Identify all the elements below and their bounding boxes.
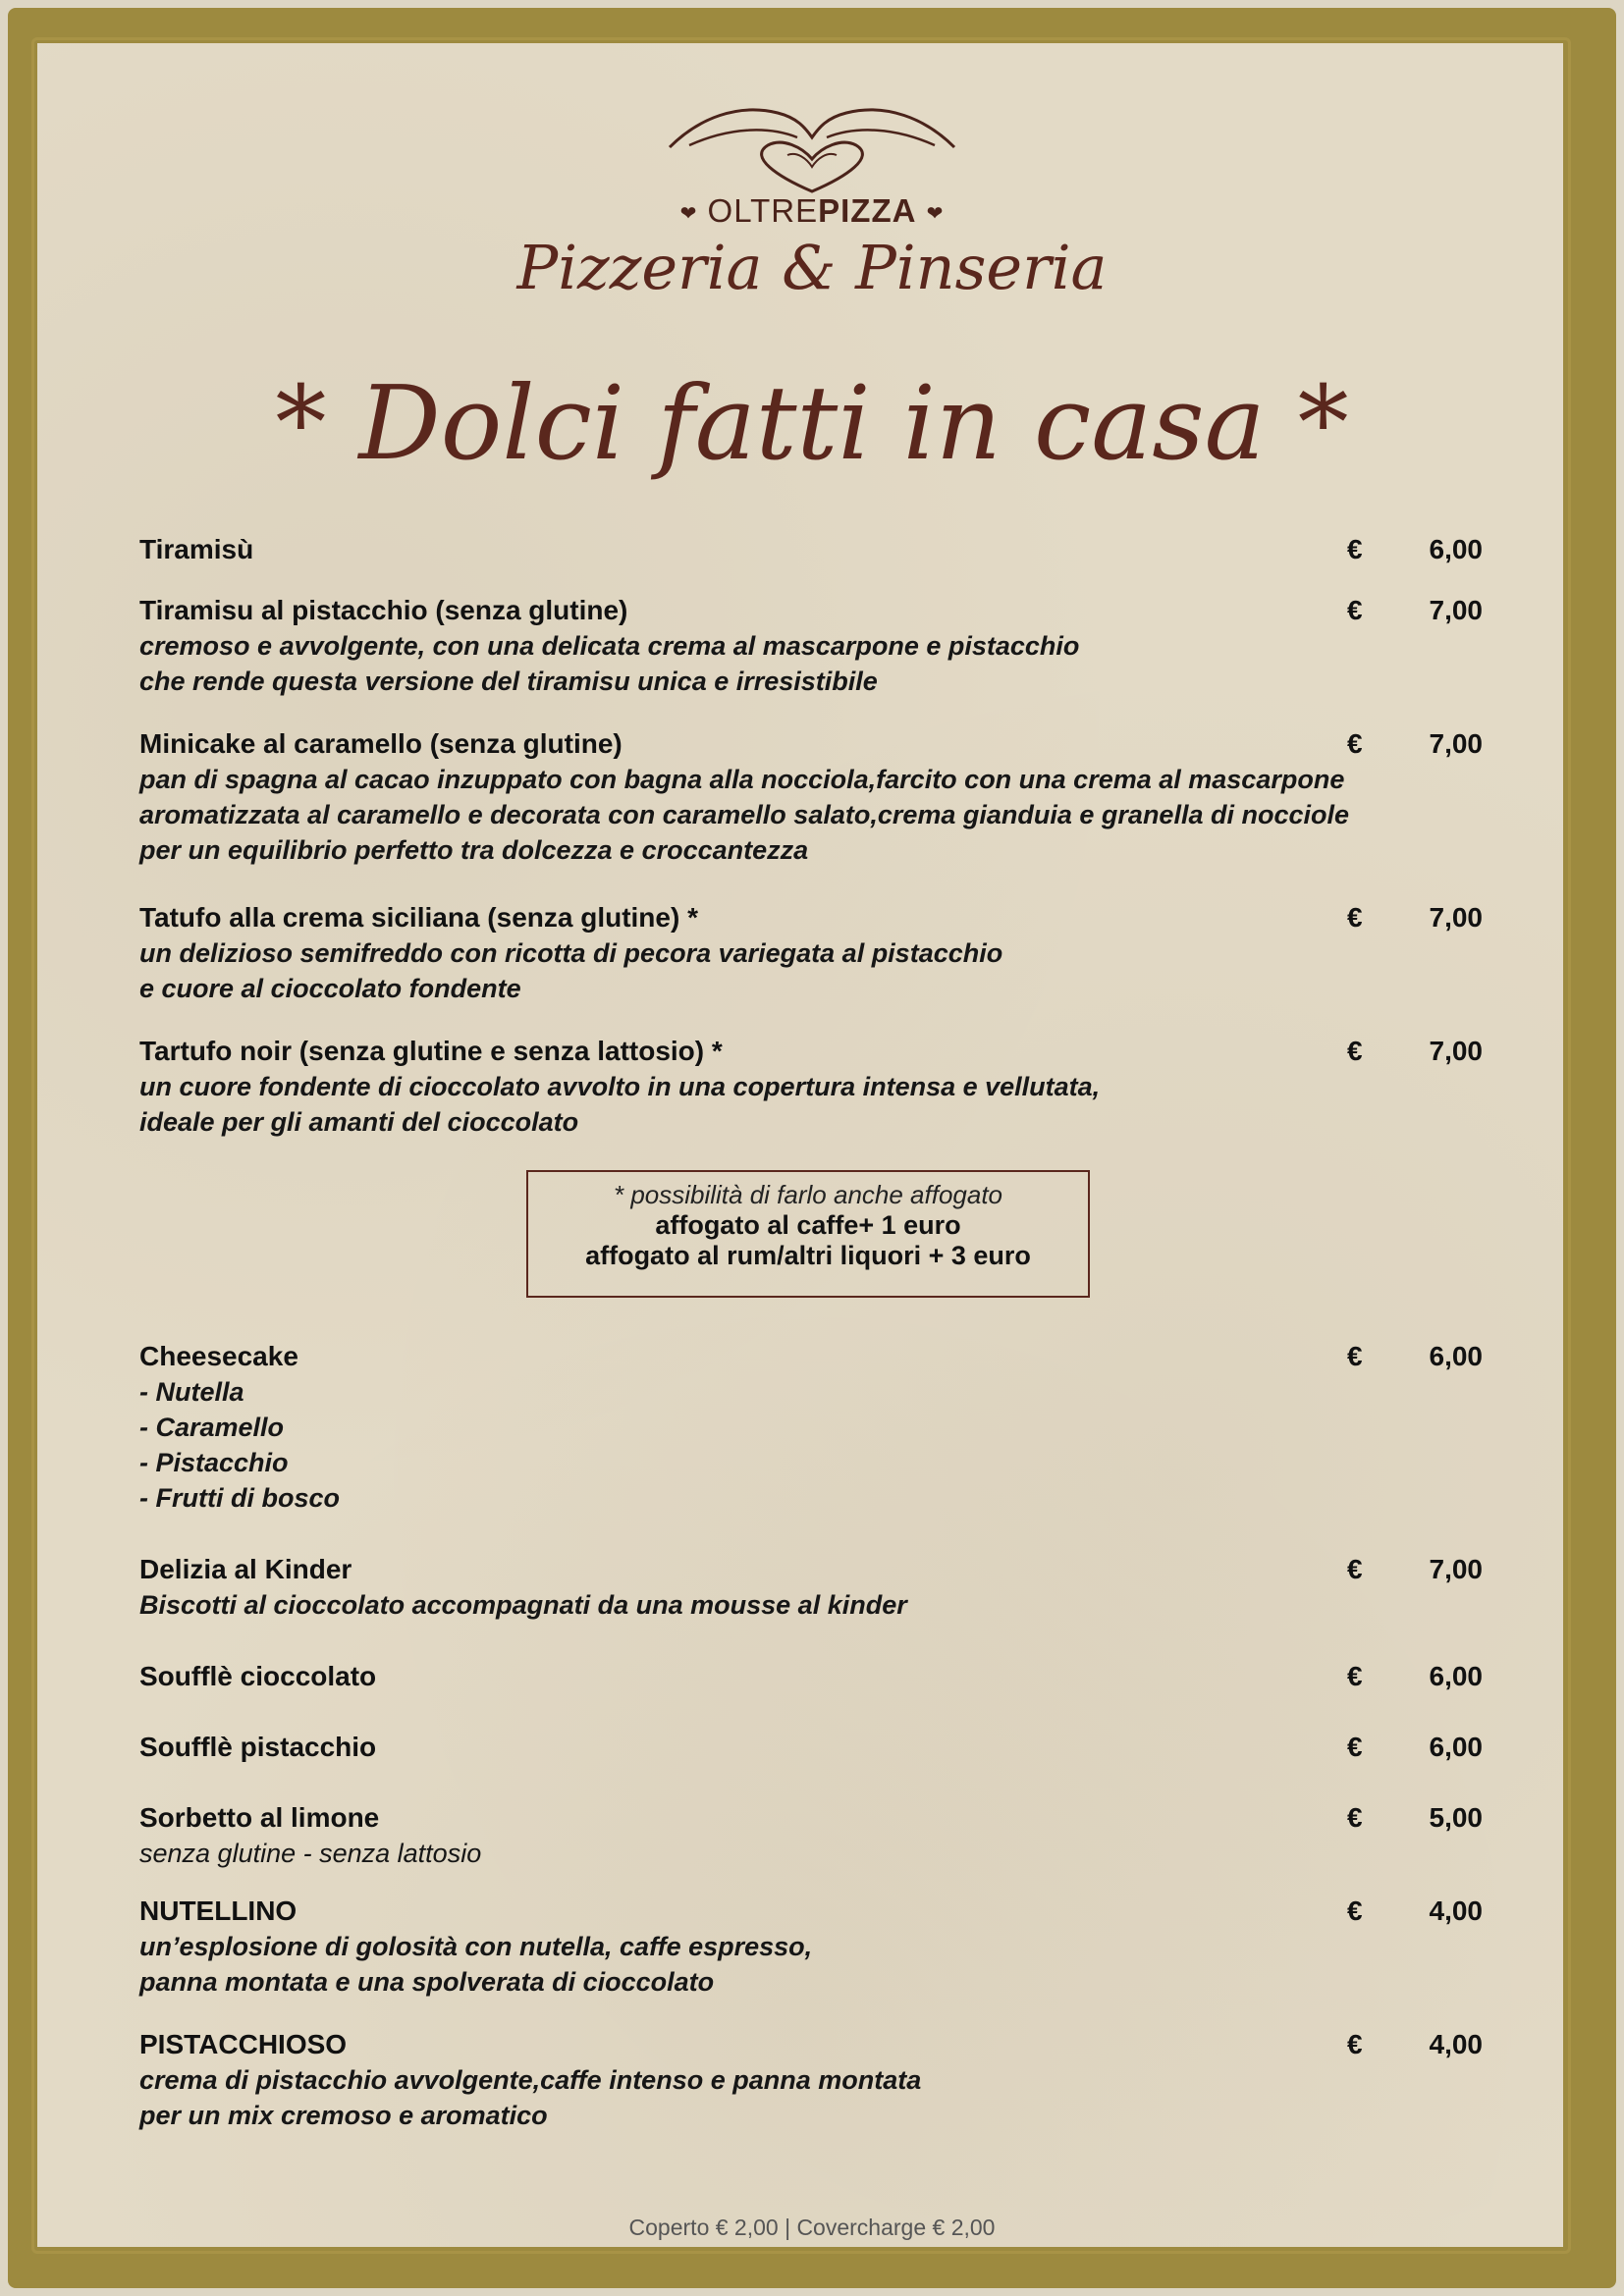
menu-item [139, 1339, 1483, 1516]
item-price: 4,00 [1429, 2029, 1483, 2059]
currency-symbol: € [1347, 1732, 1363, 1762]
item-description: senza glutine - senza lattosio [139, 1839, 482, 1868]
item-price: 4,00 [1429, 1896, 1483, 1926]
currency-symbol: € [1347, 595, 1363, 625]
item-price: 6,00 [1429, 1341, 1483, 1371]
item-description: un cuore fondente di cioccolato avvolto in una copertura intensa e vellutata, ideale per gli amanti del cioccolato [139, 1072, 1101, 1137]
menu-item [139, 1800, 1483, 1871]
menu-item [139, 726, 1483, 868]
item-name: Soufflè pistacchio [139, 1732, 377, 1762]
item-description: un delizioso semifreddo con ricotta di pecora variegata al pistacchio e cuore al cioccolato fondente [139, 938, 1003, 1003]
item-name: Tiramisu al pistacchio (senza glutine) [139, 595, 628, 625]
note-line: affogato al rum/altri liquori + 3 euro [585, 1241, 1031, 1270]
item-price: 6,00 [1429, 1661, 1483, 1691]
item-price: 6,00 [1429, 1732, 1483, 1762]
item-price: 7,00 [1429, 1036, 1483, 1066]
currency-symbol: € [1347, 1802, 1363, 1833]
heart-icon: ❤ [679, 202, 698, 225]
item-name: Cheesecake [139, 1341, 298, 1371]
menu-item [139, 1730, 1483, 1765]
item-price: 7,00 [1429, 902, 1483, 933]
currency-symbol: € [1347, 902, 1363, 933]
menu-item [139, 1034, 1483, 1140]
currency-symbol: € [1347, 1896, 1363, 1926]
currency-symbol: € [1347, 728, 1363, 759]
menu-item [139, 1894, 1483, 2000]
item-price: 7,00 [1429, 595, 1483, 625]
item-name: Soufflè cioccolato [139, 1661, 377, 1691]
currency-symbol: € [1347, 1036, 1363, 1066]
menu-item [139, 593, 1483, 699]
brand-name [0, 192, 1624, 230]
menu-item [139, 2027, 1483, 2133]
item-price: 7,00 [1429, 1554, 1483, 1584]
item-name: Delizia al Kinder [139, 1554, 352, 1584]
menu-item [139, 1552, 1483, 1623]
currency-symbol: € [1347, 2029, 1363, 2059]
item-name: Tiramisù [139, 534, 254, 564]
menu-item [139, 1659, 1483, 1694]
item-description: un’esplosione di golosità con nutella, caffe espresso, panna montata e una spolverata di cioccolato [139, 1932, 813, 1997]
note-line: * possibilità di farlo anche affogato [613, 1180, 1003, 1209]
cover-charge-footer: Coperto € 2,00 | Covercharge € 2,00 [628, 2215, 996, 2240]
brand-prefix: OLTRE [707, 192, 819, 229]
item-name: Minicake al caramello (senza glutine) [139, 728, 623, 759]
item-name: Tatufo alla crema siciliana (senza glutine) * [139, 902, 698, 933]
item-description: cremoso e avvolgente, con una delicata crema al mascarpone e pistacchio che rende questa versione del tiramisu unica e irresistibile [139, 631, 1080, 696]
brand-suffix: PIZZA [818, 192, 917, 229]
item-description: - Nutella - Caramello - Pistacchio - Frutti di bosco [139, 1377, 340, 1513]
affogato-note-box [526, 1170, 1090, 1298]
item-price: 7,00 [1429, 728, 1483, 759]
restaurant-subtitle: Pizzeria & Pinseria [516, 232, 1108, 303]
currency-symbol: € [1347, 1341, 1363, 1371]
currency-symbol: € [1347, 1661, 1363, 1691]
page-title: * Dolci fatti in casa * [275, 363, 1349, 483]
item-name: PISTACCHIOSO [139, 2029, 348, 2059]
item-price: 6,00 [1429, 534, 1483, 564]
item-name: Tartufo noir (senza glutine e senza lattosio) * [139, 1036, 723, 1066]
heart-icon: ❤ [926, 202, 945, 225]
item-name: Sorbetto al limone [139, 1802, 380, 1833]
note-line: affogato al caffe+ 1 euro [655, 1210, 961, 1240]
menu-item [139, 532, 1483, 567]
item-description: Biscotti al cioccolato accompagnati da una mousse al kinder [139, 1590, 907, 1620]
item-description: crema di pistacchio avvolgente,caffe intenso e panna montata per un mix cremoso e aromatico [139, 2065, 922, 2130]
item-description: pan di spagna al cacao inzuppato con bagna alla nocciola,farcito con una crema al mascarpone aromatizzata al caramello e decorata con caramello salato,crema gianduia e granella di nocciole per un equilibrio perfetto tra dolcezza e croccantezza [139, 765, 1349, 865]
item-price: 5,00 [1429, 1802, 1483, 1833]
currency-symbol: € [1347, 534, 1363, 564]
item-name: NUTELLINO [139, 1896, 298, 1926]
currency-symbol: € [1347, 1554, 1363, 1584]
menu-item [139, 900, 1483, 1006]
